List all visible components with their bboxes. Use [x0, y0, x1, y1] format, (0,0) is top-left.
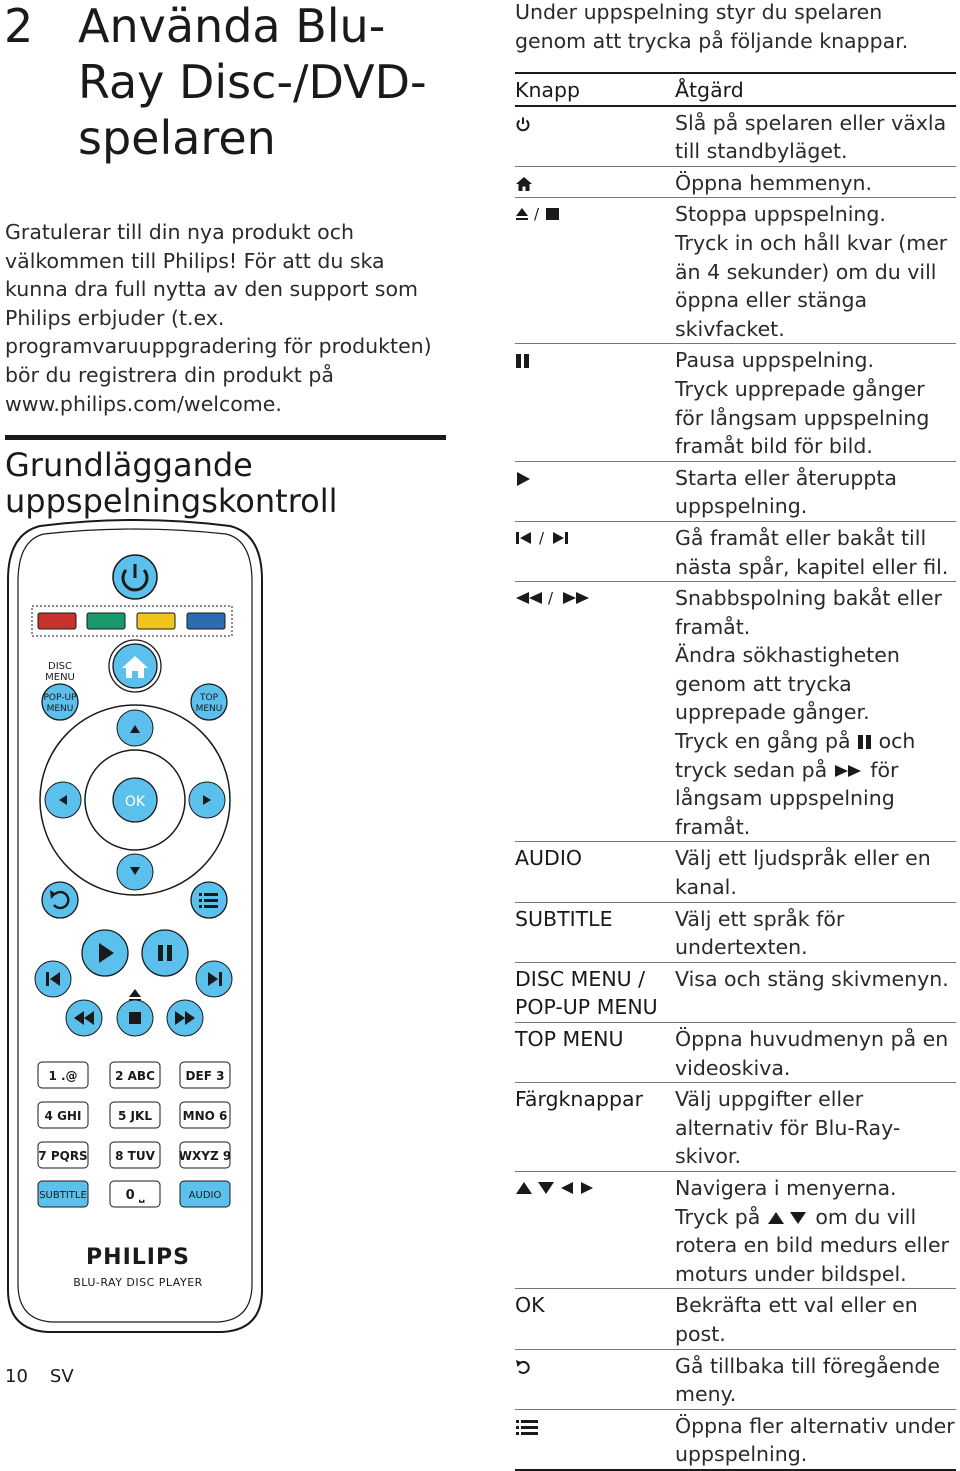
svg-text:TOP: TOP: [199, 693, 219, 703]
remote-model: BLU-RAY DISC PLAYER: [73, 1276, 203, 1289]
play-icon: [515, 471, 531, 487]
table-row: [515, 167, 956, 199]
table-key: AUDIO: [515, 846, 582, 871]
remote-options-button: [191, 882, 227, 918]
forward-icon: [834, 763, 864, 779]
remote-ok-button: [113, 778, 157, 822]
language-code: SV: [49, 1366, 74, 1387]
remote-top-menu-button: [191, 684, 227, 720]
keypad-label-2: 2 ABC: [115, 1069, 155, 1083]
remote-disc-menu-label: DISC: [48, 661, 72, 672]
table-action: Välj uppgifter eller alternativ för Blu-Ray-skivor.: [675, 1087, 901, 1169]
remote-back-button: [42, 882, 78, 918]
table-key: Färgknappar: [515, 1087, 643, 1112]
table-row: [515, 344, 956, 461]
remote-home-button: [109, 640, 161, 692]
keypad-label-8: 8 TUV: [115, 1149, 155, 1163]
keypad-label-9: WXYZ 9: [178, 1149, 232, 1163]
table-action: Snabbspolning bakåt eller framåt. Ändra sökhastigheten genom att trycka upprepade gånger. Tryck en gång på och tryck sedan på för långsam uppspelning framåt.: [675, 586, 942, 839]
eject-stop-icon: [515, 205, 565, 223]
remote-brand: PHILIPS: [86, 1245, 190, 1270]
remote-color-key-yellow: [137, 613, 175, 629]
keypad-label-1: 1 .@: [48, 1069, 78, 1083]
svg-text:POP-UP: POP-UP: [43, 693, 77, 703]
table-row: [515, 903, 956, 963]
remote-next-button: [196, 961, 232, 997]
table-row: [515, 462, 956, 522]
table-row: [515, 963, 956, 1023]
table-row: [515, 1083, 956, 1172]
remote-up-button: [117, 710, 153, 746]
up-down-icon: [767, 1210, 809, 1226]
table-action: Stoppa uppspelning. Tryck in och håll kvar (mer än 4 sekunder) om du vill öppna eller stänga skivfacket.: [675, 202, 948, 341]
remote-control-illustration: [0, 520, 270, 1340]
chapter-number: 2: [4, 0, 34, 53]
keypad-label-0: 0 ⎵: [125, 1188, 145, 1203]
svg-text:MENU: MENU: [195, 704, 223, 714]
table-action: Navigera i menyerna. Tryck på om du vill rotera en bild medurs eller moturs under bildspel.: [675, 1175, 949, 1286]
options-icon: [515, 1419, 539, 1435]
table-key: DISC MENU / POP-UP MENU: [515, 966, 658, 1020]
table-header-key: Knapp: [515, 78, 581, 102]
button-table: [515, 72, 956, 1471]
svg-text:MENU: MENU: [45, 672, 75, 683]
keypad-label-subtitle: SUBTITLE: [39, 1190, 87, 1201]
rewind-forward-icon: [515, 589, 595, 607]
remote-right-button: [189, 782, 225, 818]
back-icon: [515, 1359, 531, 1375]
table-action: Starta eller återuppta uppspelning.: [675, 465, 897, 519]
svg-text:/: /: [534, 205, 540, 224]
page-footer: [5, 1366, 74, 1387]
remote-left-button: [45, 782, 81, 818]
home-icon: [515, 176, 533, 192]
remote-popup-menu-button: [42, 684, 78, 720]
prev-next-icon: [515, 529, 573, 547]
table-row: [515, 107, 956, 167]
section-title: Grundläggande uppspelningskontroll: [5, 446, 338, 520]
remote-previous-button: [35, 961, 71, 997]
table-action: Pausa uppspelning. Tryck upprepade gånger för långsam uppspelning framåt bild för bild.: [675, 348, 930, 459]
remote-down-button: [117, 854, 153, 890]
keypad-label-audio: AUDIO: [188, 1190, 222, 1201]
keypad-label-7: 7 PQRS: [38, 1149, 88, 1163]
pause-icon: [515, 353, 531, 369]
table-action: Gå framåt eller bakåt till nästa spår, kapitel eller fil.: [675, 525, 949, 579]
table-action: Öppna fler alternativ under uppspelning.: [675, 1413, 955, 1467]
remote-forward-button: [167, 1000, 203, 1036]
table-action: Välj ett ljudspråk eller en kanal.: [675, 846, 931, 900]
table-row: [515, 1289, 956, 1349]
keypad-label-6: MNO 6: [182, 1109, 228, 1123]
table-row: [515, 1410, 956, 1471]
svg-text:MENU: MENU: [46, 704, 74, 714]
table-row: [515, 842, 956, 902]
page-number: 10: [5, 1366, 28, 1387]
table-row: [515, 582, 956, 842]
remote-color-key-green: [87, 613, 125, 629]
svg-text:/: /: [548, 589, 554, 608]
table-key: OK: [515, 1293, 545, 1318]
intro-paragraph: Gratulerar till din nya produkt och välkommen till Philips! För att du ska kunna dra full nytta av den support som Philips erbjuder (t.ex. programvaruuppgradering för produkten) bör du registrera din produkt på www.philips.com/welcome.: [5, 220, 432, 416]
remote-stop-button: [117, 1000, 153, 1036]
table-row: [515, 1172, 956, 1289]
chapter-title: Använda Blu-Ray Disc-/DVD-spelaren: [78, 0, 427, 165]
table-row: [515, 1023, 956, 1083]
remote-power-button: [113, 555, 157, 599]
table-key: TOP MENU: [515, 1027, 624, 1051]
keypad-label-5: 5 JKL: [118, 1109, 152, 1123]
remote-color-key-red: [38, 613, 76, 629]
table-action: Öppna huvudmenyn på en videoskiva.: [675, 1027, 949, 1080]
table-action: Slå på spelaren eller växla till standbyläget.: [675, 110, 947, 164]
keypad-label-3: DEF 3: [185, 1069, 225, 1083]
table-action: Öppna hemmenyn.: [675, 170, 873, 195]
pause-icon: [857, 734, 872, 750]
table-action: Bekräfta ett val eller en post.: [675, 1293, 918, 1346]
table-key: SUBTITLE: [515, 906, 613, 931]
table-action: Välj ett språk för undertexten.: [675, 906, 845, 960]
svg-text:OK: OK: [124, 794, 146, 810]
table-row: [515, 198, 956, 344]
table-header-row: [515, 74, 956, 107]
keypad-label-4: 4 GHI: [44, 1109, 82, 1123]
remote-color-key-blue: [187, 613, 225, 629]
svg-text:/: /: [539, 528, 545, 547]
remote-pause-button: [142, 930, 188, 976]
navigation-arrows-icon: [515, 1179, 599, 1197]
table-header-action: Åtgärd: [675, 78, 744, 102]
section-divider: [5, 435, 446, 440]
table-row: [515, 522, 956, 582]
table-row: [515, 1350, 956, 1410]
remote-play-button: [82, 930, 128, 976]
power-icon: [515, 116, 531, 132]
remote-rewind-button: [66, 1000, 102, 1036]
table-action: Gå tillbaka till föregående meny.: [675, 1353, 941, 1407]
right-intro-paragraph: Under uppspelning styr du spelaren genom att trycka på följande knappar.: [515, 0, 909, 53]
table-action: Visa och stäng skivmenyn.: [675, 966, 949, 991]
